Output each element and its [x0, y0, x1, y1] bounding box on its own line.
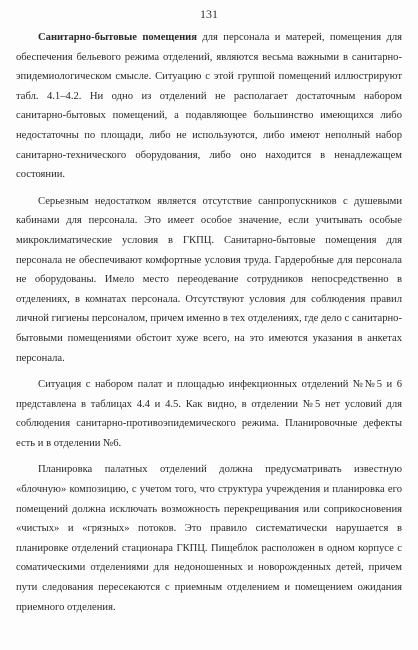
page-number: 131 — [200, 7, 218, 21]
paragraph-infectious-wards — [16, 375, 402, 453]
paragraph-sanitary-rooms — [16, 28, 402, 185]
paragraph-lead-term: Санитарно-бытовые помещения — [38, 32, 198, 43]
paragraph-layout — [16, 460, 402, 617]
paragraph-text: Планировка палатных отделений должна предусматривать известную «блочную» композицию, с учетом того, что структура учреждения и планировка его помещений должна исключать возможность перекрещивания или соприкосновения «чистых» и «грязных» потоков. Это правило систематически нарушается в планировке отделений стационара ГКПЦ. Пищеблок расположен в одном корпусе с соматическими отделениями для недоношенных и новорожденных детей, причем пути следования пересекаются с приемным отделением и помещением ожидания приемного отделения. — [16, 464, 402, 613]
paragraph-text: Ситуация с набором палат и площадью инфекционных отделений №№5 и 6 представлена в таблицах 4.4 и 4.5. Как видно, в отделении №5 нет условий для соблюдения санитарно-противоэпидемического режима. Планировочные дефекты есть и в отделении №6. — [16, 379, 402, 449]
paragraph-text: для персонала и матерей, помещения для обеспечения бельевого режима отделений, являются весьма важными в санитарно-эпидемиологическом смысле. Ситуацию с этой группой помещений иллюстрируют табл. 4.1–4.2. Ни одно из отделений не располагает достаточным набором санитарно-бытовых помещений, а подавляющее большинство имеющихся либо недостаточны по площади, либо не используются, либо имеют неполный набор санитарно-технического оборудования, либо оно находится в ненадлежащем состоянии. — [16, 32, 402, 181]
body-text — [16, 28, 402, 617]
paragraph-text: Серьезным недостатком является отсутствие санпропускников с душевыми кабинами для персонала. Это имеет особое значение, если учитывать особые микроклиматические условия в ГКПЦ. Санитарно-бытовые помещения для персонала не обеспечивают комфортные условия труда. Гардеробные для персонала не оборудованы. Имело место переодевание сотрудников непосредственно в отделениях, в комнатах персонала. Отсутствуют условия для соблюдения правил личной гигиены персоналом, причем именно в тех отделениях, где дело с санитарно-бытовыми помещениями обстоит хуже всего, на это имеются указания в анкетах персонала. — [16, 195, 402, 364]
paragraph-staff-facilities — [16, 192, 402, 368]
